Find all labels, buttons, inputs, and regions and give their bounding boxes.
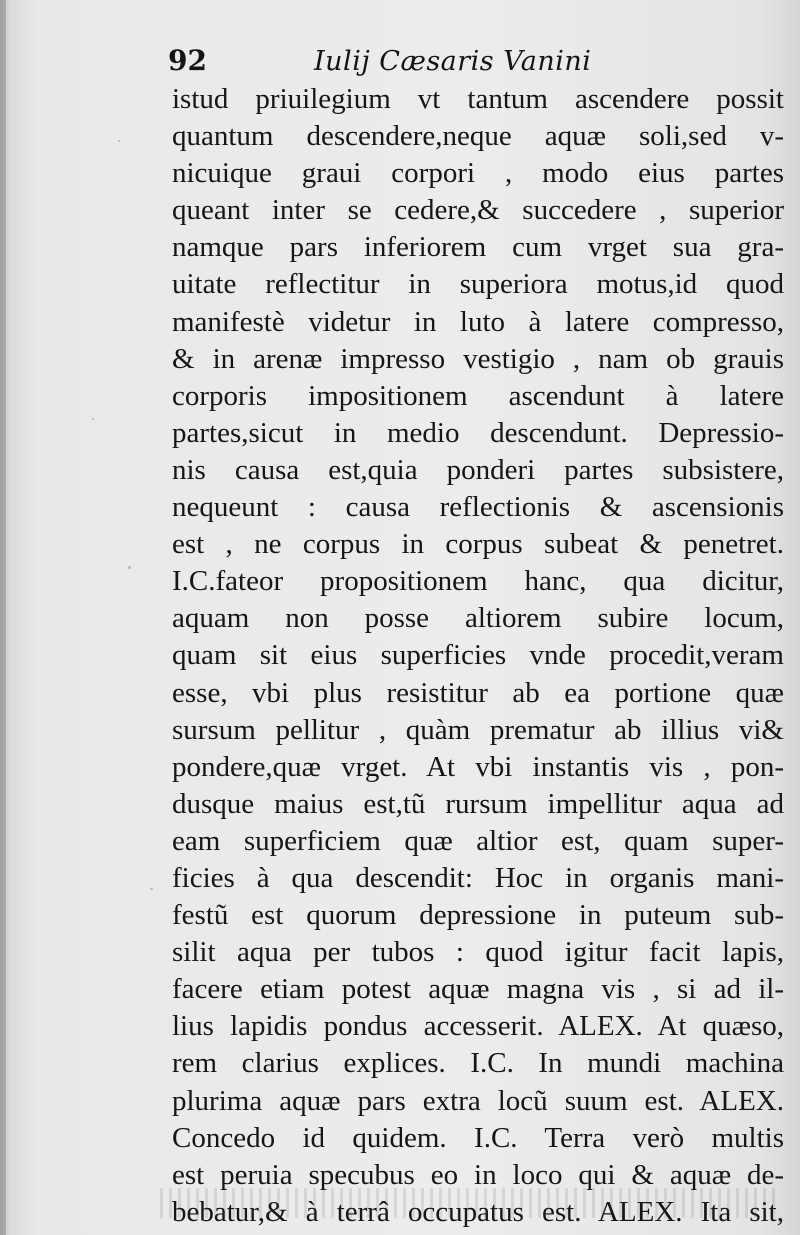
text-line: dusque maius est,tũ rursum impellitur aqua ad: [172, 787, 784, 820]
body-text: [172, 81, 784, 1231]
running-head: Iulij Cæsaris Vanini: [314, 46, 592, 77]
text-line: I.C.fateor propositionem hanc, qua dicitur,: [172, 565, 784, 598]
text-line: eam superficiem quæ altior est, quam super-: [172, 824, 784, 857]
text-line: nicuique graui corpori , modo eius partes: [172, 157, 784, 190]
text-line: quantum descendere,neque aquæ soli,sed v-: [172, 120, 784, 153]
text-line: plurima aquæ pars extra locũ suum est. ALEX.: [172, 1084, 784, 1117]
text-line: partes,sicut in medio descendunt. Depressio-: [172, 416, 784, 449]
paper-speck: [92, 418, 94, 420]
page-header: [168, 44, 638, 84]
show-through-text: [160, 1188, 780, 1218]
text-line: Concedo id quidem. I.C. Terra verò multis: [172, 1121, 784, 1154]
paper-speck: [150, 888, 153, 890]
text-line: sursum pellitur , quàm prematur ab illius vi&: [172, 713, 784, 746]
text-line: silit aqua per tubos : quod igitur facit lapis,: [172, 936, 784, 969]
text-line: esse, vbi plus resistitur ab ea portione quæ: [172, 676, 784, 709]
text-line: istud priuilegium vt tantum ascendere possit: [172, 83, 784, 115]
text-line: corporis impositionem ascendunt à latere: [172, 379, 784, 412]
paper-speck: [118, 140, 120, 142]
paper-speck: [128, 566, 131, 569]
text-line: est peruia specubus eo in loco qui & aquæ de-: [172, 1158, 784, 1191]
text-line: lius lapidis pondus accesserit. ALEX. At quæso,: [172, 1010, 784, 1043]
text-line: quam sit eius superficies vnde procedit,veram: [172, 639, 784, 672]
page-gutter-shadow: [0, 0, 6, 1235]
text-line: festũ est quorum depressione in puteum sub-: [172, 899, 784, 932]
text-line: ficies à qua descendit: Hoc in organis mani-: [172, 861, 784, 894]
text-line: facere etiam potest aquæ magna vis , si ad il-: [172, 973, 784, 1006]
text-line: & in arenæ impresso vestigio , nam ob grauis: [172, 342, 784, 375]
text-line: queant inter se cedere,& succedere , superior: [172, 194, 784, 227]
text-line: rem clarius explices. I.C. In mundi machina: [172, 1047, 784, 1080]
text-line: bebatur,& à terrâ occupatus est. ALEX. Ita sit,: [172, 1195, 784, 1228]
text-line: nis causa est,quia ponderi partes subsistere,: [172, 453, 784, 486]
text-line: pondere,quæ vrget. At vbi instantis vis , pon-: [172, 750, 784, 783]
text-line: namque pars inferiorem cum vrget sua gra-: [172, 231, 784, 264]
page-number: 92: [168, 44, 207, 77]
text-line: manifestè videtur in luto à latere compresso,: [172, 305, 784, 338]
text-line: est , ne corpus in corpus subeat & penetret.: [172, 528, 784, 561]
text-line: uitate reflectitur in superiora motus,id quod: [172, 268, 784, 301]
text-line: aquam non posse altiorem subire locum,: [172, 602, 784, 635]
text-line: nequeunt : causa reflectionis & ascensionis: [172, 491, 784, 524]
